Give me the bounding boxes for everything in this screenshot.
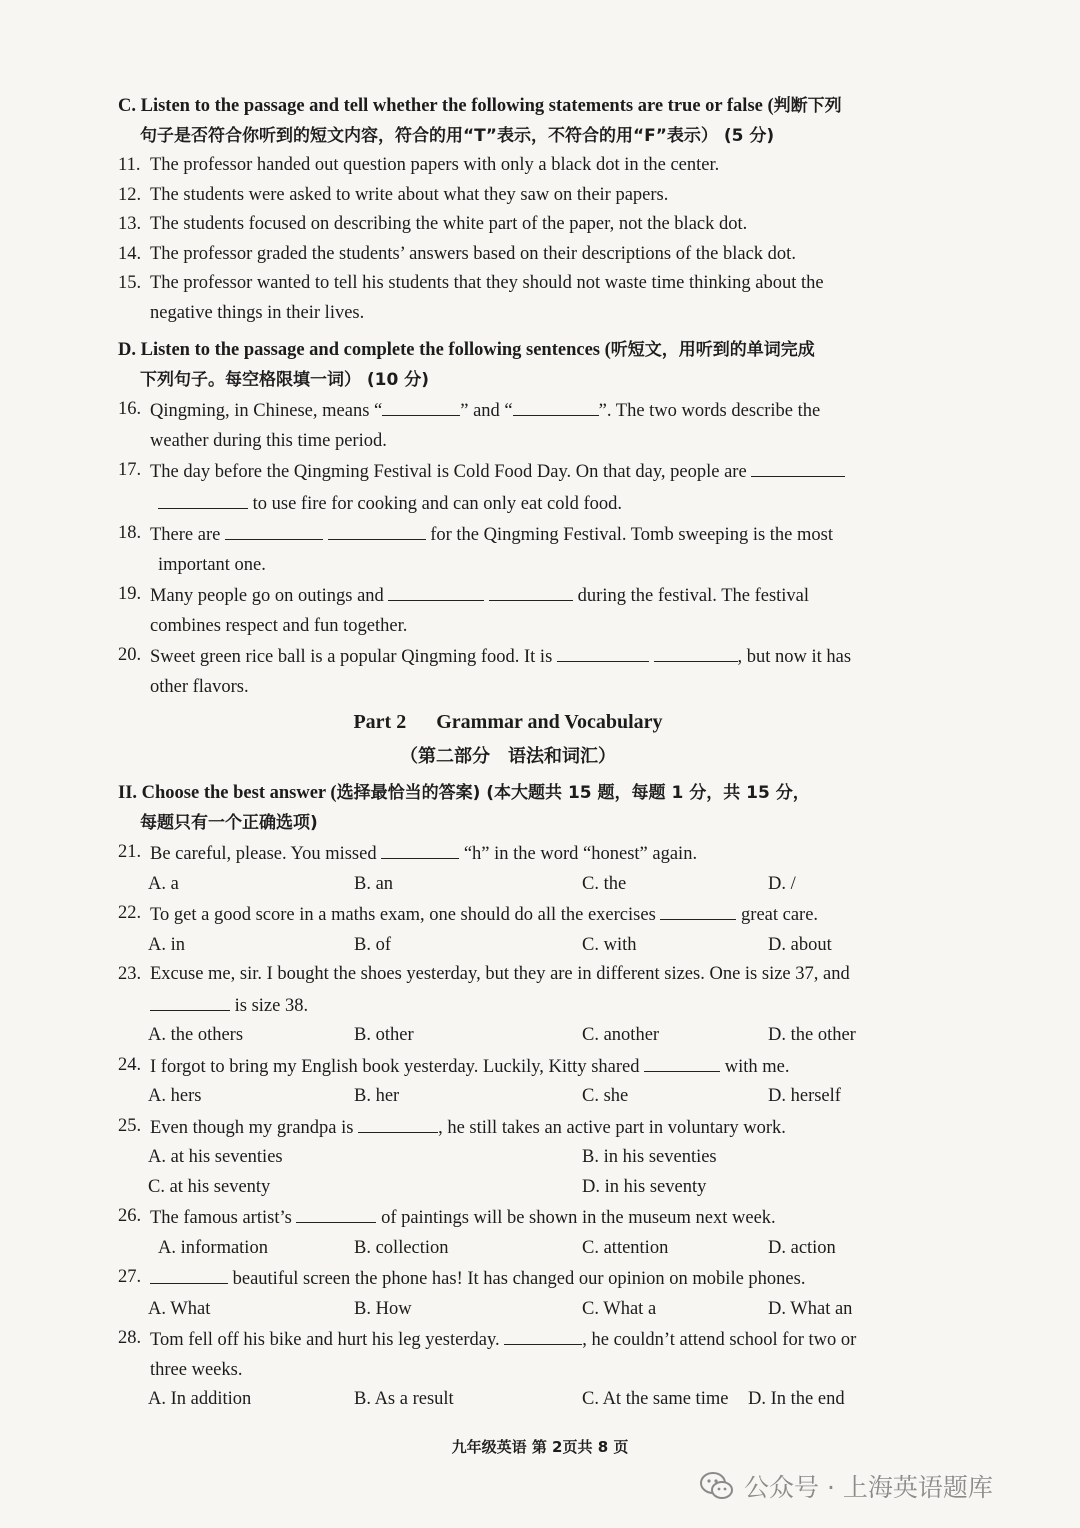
answer-blank[interactable] — [388, 580, 484, 601]
answer-blank[interactable] — [296, 1202, 376, 1223]
options-25: A. at his seventies B. in his seventies C. at his seventy D. in his seventy — [148, 1147, 717, 1197]
question-25: 25. Even though my grandpa is , he still takes an active part in voluntary work. — [118, 1112, 898, 1144]
section-d-heading: D. Listen to the passage and complete the following sentences (听短文，用听到的单词完成 下列句子。每空格限填一词） (10 分) — [118, 340, 815, 390]
answer-blank[interactable] — [328, 519, 426, 540]
answer-blank[interactable] — [504, 1324, 582, 1345]
answer-blank[interactable] — [644, 1051, 720, 1072]
question-20: 20. Sweet green rice ball is a popular Qingming food. It is , but now it has other flavors. — [118, 641, 898, 702]
question-28: 28. Tom fell off his bike and hurt his leg yesterday. , he couldn’t attend school for two or three weeks. — [118, 1324, 898, 1385]
question-18: 18. There are for the Qingming Festival. Tomb sweeping is the most important one. — [118, 519, 898, 580]
options-28: A. In addition B. As a result C. At the same time D. In the end — [148, 1389, 845, 1409]
part-2-subtitle: （第二部分 语法和词汇） — [400, 745, 616, 767]
answer-blank[interactable] — [751, 456, 845, 477]
question-13: 13. The students focused on describing the white part of the paper, not the black dot. — [118, 214, 748, 234]
part-2-title: Part 2 Grammar and Vocabulary — [353, 711, 663, 733]
answer-blank[interactable] — [489, 580, 573, 601]
answer-blank[interactable] — [358, 1112, 438, 1133]
answer-blank[interactable] — [150, 990, 230, 1011]
options-21: A. a B. an C. the D. / — [148, 873, 796, 894]
answer-blank[interactable] — [150, 1263, 228, 1284]
question-14: 14. The professor graded the students’ answers based on their descriptions of the black dot. — [118, 243, 796, 264]
section-c-heading: C. Listen to the passage and tell whether the following statements are true or false (判断下列 句子是否符合你听到的短文内容，符合的用“T”表示，不符合的用“F”表示） (5 分) — [118, 96, 842, 146]
watermark-text: 公众号 · 上海英语题库 — [744, 1473, 993, 1502]
question-21: 21. Be careful, please. You missed “h” in the word “honest” again. — [118, 838, 898, 870]
options-23: A. the others B. other C. another D. the other — [148, 1025, 856, 1045]
question-24: 24. I forgot to bring my English book yesterday. Luckily, Kitty shared with me. — [118, 1051, 898, 1083]
answer-blank[interactable] — [513, 395, 599, 416]
answer-blank[interactable] — [382, 395, 460, 416]
options-27: A. What B. How C. What a D. What an — [148, 1298, 853, 1319]
question-12: 12. The students were asked to write about what they saw on their papers. — [118, 184, 669, 205]
wechat-icon — [700, 1471, 734, 1501]
answer-blank[interactable] — [381, 838, 459, 859]
answer-blank[interactable] — [654, 641, 738, 662]
options-22: A. in B. of C. with D. about — [148, 934, 832, 955]
question-19: 19. Many people go on outings and during the festival. The festival combines respect and fun together. — [118, 580, 898, 641]
options-26: A. information B. collection C. attention D. action — [158, 1237, 836, 1258]
question-15: 15. The professor wanted to tell his students that they should not waste time thinking about the negative things in their lives. — [118, 273, 824, 323]
answer-blank[interactable] — [225, 519, 323, 540]
answer-blank[interactable] — [158, 488, 248, 509]
exam-content — [118, 92, 898, 1415]
question-17: 17. The day before the Qingming Festival is Cold Food Day. On that day, people are to use fire for cooking and can only eat cold food. — [118, 456, 898, 519]
question-11: 11. The professor handed out question papers with only a black dot in the center. — [118, 155, 720, 175]
question-22: 22. To get a good score in a maths exam, one should do all the exercises great care. — [118, 899, 898, 931]
question-23: 23. Excuse me, sir. I bought the shoes yesterday, but they are in different sizes. One is size 37, and is size 38. — [118, 964, 850, 1016]
watermark — [700, 1466, 993, 1506]
answer-blank[interactable] — [660, 899, 736, 920]
page-footer: 九年级英语 第 2页共 8 页 — [451, 1438, 629, 1456]
question-16: 16. Qingming, in Chinese, means “ ” and “ ”. The two words describe the weather during this time period. — [118, 395, 898, 456]
section-ii-heading: II. Choose the best answer (选择最恰当的答案) (本大题共 15 题，每题 1 分，共 15 分， 每题只有一个正确选项) — [118, 783, 810, 833]
question-26: 26. The famous artist’s of paintings will be shown in the museum next week. — [118, 1202, 898, 1234]
options-24: A. hers B. her C. she D. herself — [148, 1086, 841, 1106]
question-27: 27. beautiful screen the phone has! It has changed our opinion on mobile phones. — [118, 1263, 898, 1295]
answer-blank[interactable] — [557, 641, 649, 662]
